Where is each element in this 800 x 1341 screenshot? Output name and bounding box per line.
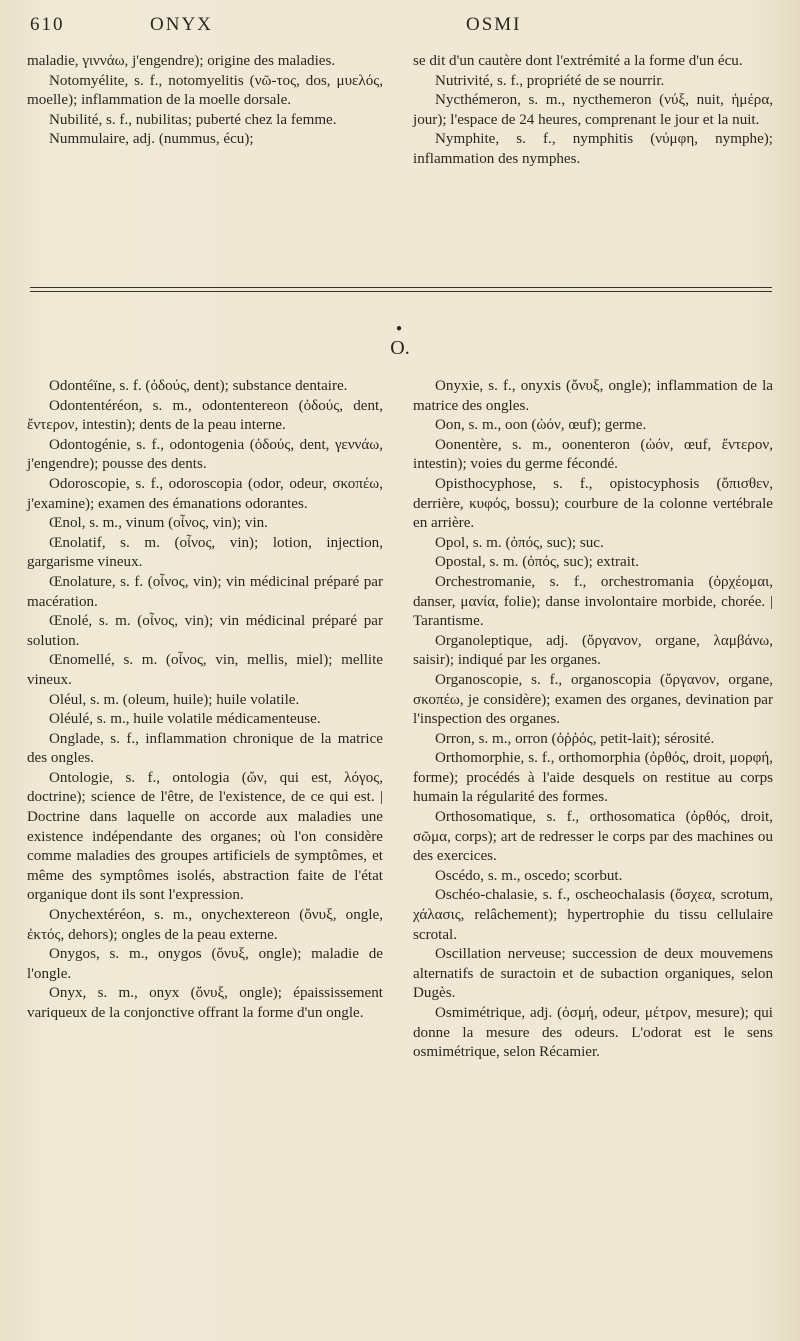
entry-text: Oschéo-chalasie, s. f., oscheochalasis (ὄσχεα, scrotum, χάλασις, relâchement); hypertrophie du tissu cellulaire scrotal. <box>413 887 773 943</box>
entry-text: Œnolature, s. f. (οἶνος, vin); vin médicinal préparé par macération. <box>27 573 383 610</box>
entry-text: Odontogénie, s. f., odontogenia (ὀδούς, dent, γεννάω, j'engendre); pousse des dents. <box>27 436 383 473</box>
entry-text: Osmimétrique, adj. (ὀσμή, odeur, μέτρον, mesure); qui donne la mesure des odeurs. L'odorat est le sens osmimétrique, selon Récamier. <box>413 1005 773 1061</box>
top-right-column <box>413 52 773 170</box>
entry-text: Organoscopie, s. f., organoscopia (ὄργανον, organe, σκοπέω, je considère); examen des organes, devination par l'inspection des organes. <box>413 671 773 728</box>
entry-text: Opostal, s. m. (ὀπός, suc); extrait. <box>435 554 639 571</box>
entry-text: Onyxie, s. f., onyxis (ὄνυξ, ongle); inflammation de la matrice des ongles. <box>413 378 773 414</box>
entry-text: Oléulé, s. m., huile volatile médicamenteuse. <box>49 711 321 728</box>
bottom-right-column <box>413 377 773 1063</box>
section-divider-bottom <box>30 291 772 292</box>
bottom-left-column <box>27 377 383 1024</box>
entry-text: Orthomorphie, s. f., orthomorphia (ὀρθός, droit, μορφή, forme); procédés à l'aide desquels on restitue au corps humain la régularité des formes. <box>413 750 773 806</box>
ornament-dot: ● <box>396 323 403 334</box>
left-running-title: ONYX <box>150 14 213 35</box>
section-divider-top <box>30 287 772 288</box>
entry-text: Odontentéréon, s. m., odontentereon (ὀδούς, dent, ἔντερον, intestin); dents de la peau interne. <box>27 397 383 434</box>
entry-text: Oléul, s. m. (oleum, huile); huile volatile. <box>49 691 300 708</box>
entry-text: Odontéïne, s. f. (ὀδούς, dent); substance dentaire. <box>49 378 348 394</box>
page-number: 610 <box>30 14 65 35</box>
entry-text: Orron, s. m., orron (ὀῤῥός, petit-lait); sérosité. <box>435 730 715 747</box>
entry-text: Orchestromanie, s. f., orchestromania (ὀρχέομαι, danser, μανία, folie); danse involontaire morbide, chorée. | Tarantisme. <box>413 573 773 630</box>
entry-text: Nummulaire, adj. (nummus, écu); <box>49 131 254 148</box>
entry-text: Notomyélite, s. f., notomyelitis (νῶ-τος, dos, μυελός, moelle); inflammation de la moelle dorsale. <box>27 72 383 109</box>
entry-text: Oscédo, s. m., oscedo; scorbut. <box>435 867 623 884</box>
entry-text: Opol, s. m. (ὀπός, suc); suc. <box>435 534 604 551</box>
entry-text: Nubilité, s. f., nubilitas; puberté chez la femme. <box>49 111 337 128</box>
entry-text: Oonentère, s. m., oonenteron (ὠόν, œuf, ἔντερον, intestin); voies du germe fécondé. <box>413 436 773 473</box>
entry-text: Ontologie, s. f., ontologia (ὤν, qui est, λόγος, doctrine); science de l'être, de l'existence, de ce qui est. | Doctrine dans laquelle on accorde aux maladies une existence indépendante des organes; où l'on considère comme maladies des groupes artificiels de symptômes, et même des symptômes isolés, abstraction faite de l'état organique dont ils sont l'expression. <box>27 769 383 904</box>
entry-text: Nycthémeron, s. m., nycthemeron (νύξ, nuit, ἡμέρα, jour); l'espace de 24 heures, comprenant le jour et la nuit. <box>413 92 773 128</box>
entry-text: Œnolé, s. m. (οἶνος, vin); vin médicinal préparé par solution. <box>27 613 383 649</box>
entry-text: Onychextéréon, s. m., onychextereon (ὄνυξ, ongle, ἐκτός, dehors); ongles de la peau externe. <box>27 907 383 943</box>
top-left-column <box>27 52 383 150</box>
entry-text: Onygos, s. m., onygos (ὄνυξ, ongle); maladie de l'ongle. <box>27 946 383 982</box>
entry-text: Œnolatif, s. m. (οἶνος, vin); lotion, injection, gargarisme vineux. <box>27 534 383 571</box>
entry-text: Œnomellé, s. m. (οἶνος, vin, mellis, miel); mellite vineux. <box>27 652 383 688</box>
entry-text: Oon, s. m., oon (ὠόν, œuf); germe. <box>435 417 647 434</box>
entry-text: Odoroscopie, s. f., odoroscopia (odor, odeur, σκοπέω, j'examine); examen des émanations odorantes. <box>27 475 383 512</box>
running-header <box>30 14 770 42</box>
entry-text: Onyx, s. m., onyx (ὄνυξ, ongle); épaississement variqueux de la conjonctive offrant la forme d'un ongle. <box>27 985 383 1021</box>
entry-text: se dit d'un cautère dont l'extrémité a la forme d'un écu. <box>413 53 743 69</box>
entry-text: Œnol, s. m., vinum (οἶνος, vin); vin. <box>49 515 268 532</box>
entry-text: maladie, γιννάω, j'engendre); origine des maladies. <box>27 53 336 69</box>
entry-text: Onglade, s. f., inflammation chronique de la matrice des ongles. <box>27 730 383 767</box>
entry-text: Opisthocyphose, s. f., opistocyphosis (ὄπισθεν, derrière, κυφός, bossu); courbure de la colonne vertébrale en arrière. <box>413 475 773 532</box>
entry-text: Nymphite, s. f., nymphitis (νύμφη, nymphe); inflammation des nymphes. <box>413 131 773 167</box>
entry-text: Oscillation nerveuse; succession de deux mouvemens alternatifs de suractoin et de subaction organiques, selon Dugès. <box>413 946 773 1002</box>
entry-text: Nutrivité, s. f., propriété de se nourrir. <box>435 72 665 89</box>
right-running-title: OSMI <box>466 14 522 35</box>
entry-text: Orthosomatique, s. f., orthosomatica (ὀρθός, droit, σῶμα, corps); art de redresser le corps par des machines ou des exercices. <box>413 809 773 865</box>
section-letter: O. <box>390 337 410 359</box>
entry-text: Organoleptique, adj. (ὄργανον, organe, λαμβάνω, saisir); indiqué par les organes. <box>413 632 773 669</box>
